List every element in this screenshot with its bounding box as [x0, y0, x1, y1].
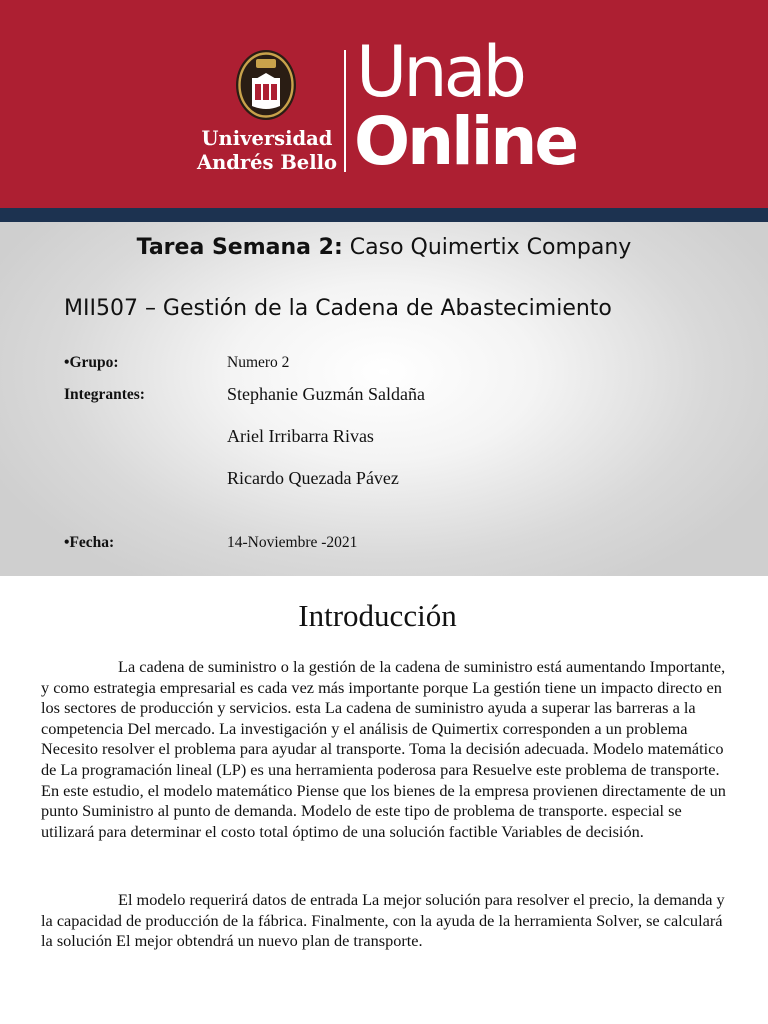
header-divider-strip — [0, 208, 768, 222]
brand-online: Online — [354, 103, 577, 180]
assignment-title-bold: Tarea Semana 2 — [136, 235, 334, 260]
university-name-line1: Universidad — [201, 127, 333, 150]
brand-unab: Unab — [356, 31, 523, 113]
bullet: • — [64, 534, 70, 551]
bullet: • — [64, 354, 70, 371]
course-title: MII507 – Gestión de la Cadena de Abastecimiento — [64, 296, 612, 321]
assignment-title — [0, 232, 768, 264]
introduction-heading: Introducción — [298, 598, 457, 633]
group-value: Numero 2 — [227, 354, 290, 371]
assignment-title-rest: Caso Quimertix Company — [342, 235, 632, 260]
group-label-text: Grupo: — [69, 354, 119, 371]
members-label: Integrantes: — [64, 386, 145, 403]
university-name-line2: Andrés Bello — [196, 151, 338, 174]
group-label — [64, 354, 119, 372]
logo-divider — [344, 50, 346, 172]
introduction-paragraph-2: El modelo requerirá datos de entrada La mejor solución para resolver el precio, la demanda y la capacidad de producción de la fábrica. Finalmente, con la ayuda de la herramienta Solver, se calculará la solución El mejor obtendrá un nuevo plan de transporte. — [41, 890, 725, 951]
assignment-title-colon: : — [333, 235, 343, 260]
date-value: 14-Noviembre -2021 — [227, 534, 358, 551]
university-name — [196, 127, 338, 175]
date-label — [64, 534, 114, 552]
member-name: Stephanie Guzmán Saldaña — [227, 384, 425, 404]
introduction-paragraph-1: La cadena de suministro o la gestión de la cadena de suministro está aumentando Importante, y como estrategia empresarial es cada vez más importante porque La gestión tiene un impacto directo en los sectores de producción y servicios. esta La cadena de suministro ayuda a superar las barreras a la competencia Del mercado. La investigación y el análisis de Quimertix corresponden a un problema Necesito resolver el problema para ayudar al transporte. Toma la decisión adecuada. Modelo matemático de La programación lineal (LP) es una herramienta poderosa para Resuelve este problema de transporte. En este estudio, el modelo matemático Piense que los bienes de la empresa provienen directamente de un punto Suministro al punto de demanda. Modelo de este tipo de problema de transporte. especial se utilizará para determinar el costo total óptimo de una solución factible Variables de decisión. — [41, 657, 726, 841]
date-label-text: Fecha: — [69, 534, 115, 551]
member-name: Ariel Irribarra Rivas — [227, 426, 374, 446]
member-name: Ricardo Quezada Pávez — [227, 468, 399, 488]
university-seal-logo — [234, 48, 298, 122]
